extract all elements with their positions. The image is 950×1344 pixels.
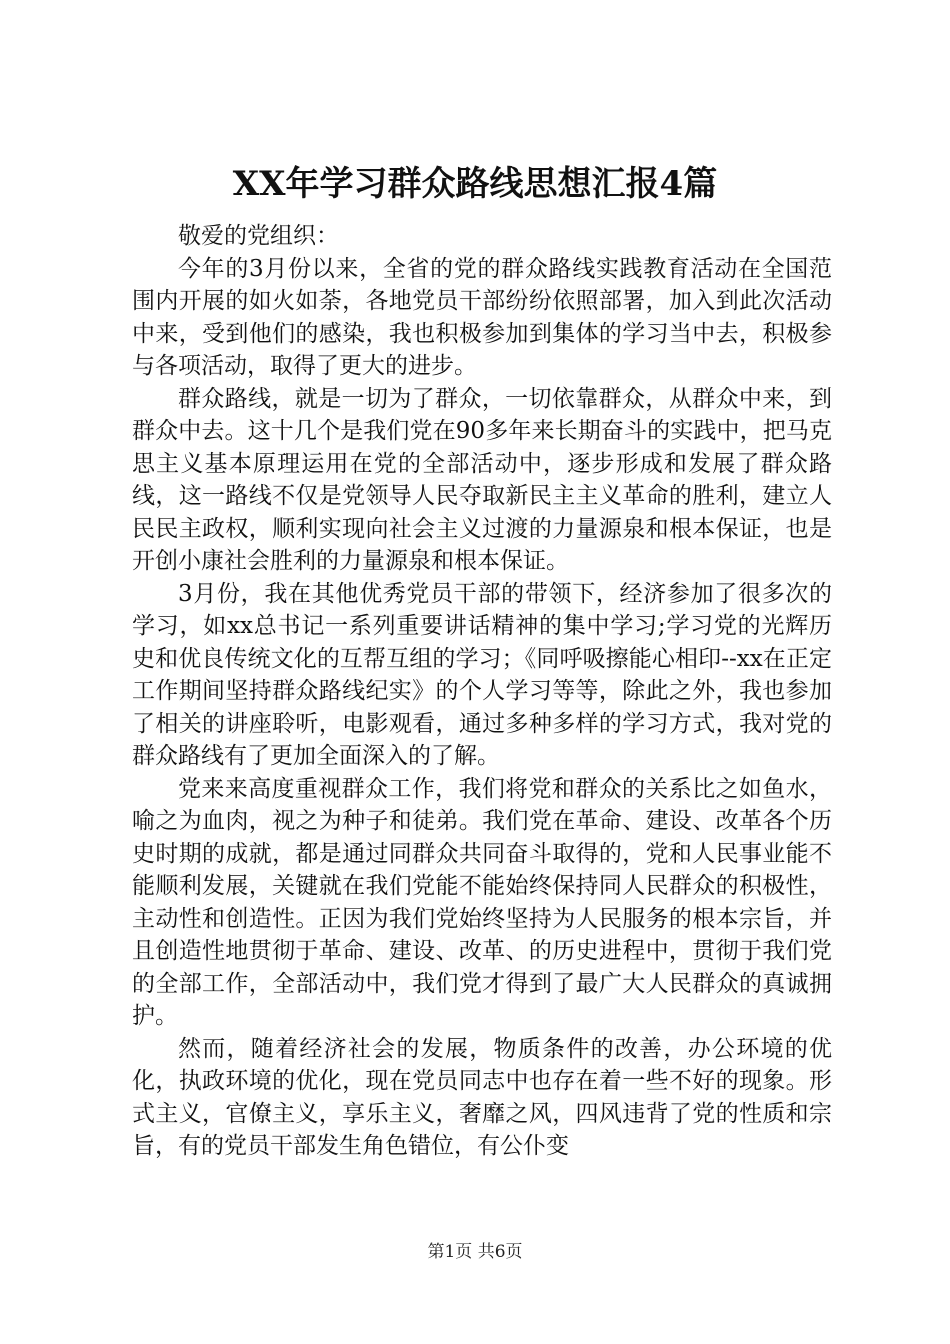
paragraph-3: 3月份，我在其他优秀党员干部的带领下，经济参加了很多次的学习，如xx总书记一系列重要讲话精神的集中学习;学习党的光辉历史和优良传统文化的互帮互组的学习；《同呼吸擦能心相印--xx在正定工作期间坚持群众路线纪实》的个人学习等等，除此之外，我也参加了相关的讲座聆听，电影观看，通过多种多样的学习方式，我对党的群众路线有了更加全面深入的了解。 (132, 580, 832, 769)
paragraph-1: 今年的3月份以来，全省的党的群众路线实践教育活动在全国范围内开展的如火如荼，各地党员干部纷纷依照部署，加入到此次活动中来，受到他们的感染，我也积极参加到集体的学习当中去，积极参与各项活动，取得了更大的进步。 (132, 255, 832, 379)
paragraph-5: 然而，随着经济社会的发展，物质条件的改善，办公环境的优化，执政环境的优化，现在党员同志中也存在着一些不好的现象。形式主义，官僚主义，享乐主义，奢靡之风，四风违背了党的性质和宗旨，有的党员干部发生角色错位，有公仆变 (132, 1035, 832, 1159)
salutation: 敬爱的党组织： (178, 223, 339, 249)
paragraph-4: 党来来高度重视群众工作，我们将党和群众的关系比之如鱼水，喻之为血肉，视之为种子和徒弟。我们党在革命、建设、改革各个历史时期的成就，都是通过同群众共同奋斗取得的，党和人民事业能不能顺利发展，关键就在我们党能不能始终保持同人民群众的积极性，主动性和创造性。正因为我们党始终坚持为人民服务的根本宗旨，并且创造性地贯彻于革命、建设、改革、的历史进程中，贯彻于我们党的全部工作，全部活动中，我们党才得到了最广大人民群众的真诚拥护。 (132, 775, 832, 1029)
document-title: XX年学习群众路线思想汇报4篇 (232, 164, 718, 204)
paragraph-2: 群众路线，就是一切为了群众，一切依靠群众，从群众中来，到群众中去。这十几个是我们党在90多年来长期奋斗的实践中，把马克思主义基本原理运用在党的全部活动中，逐步形成和发展了群众路线，这一路线不仅是党领导人民夺取新民主主义革命的胜利，建立人民民主政权，顺利实现向社会主义过渡的力量源泉和根本保证，也是开创小康社会胜利的力量源泉和根本保证。 (132, 385, 832, 574)
document-body (132, 220, 832, 1163)
page-number-footer: 第1页 共6页 (427, 1242, 523, 1262)
